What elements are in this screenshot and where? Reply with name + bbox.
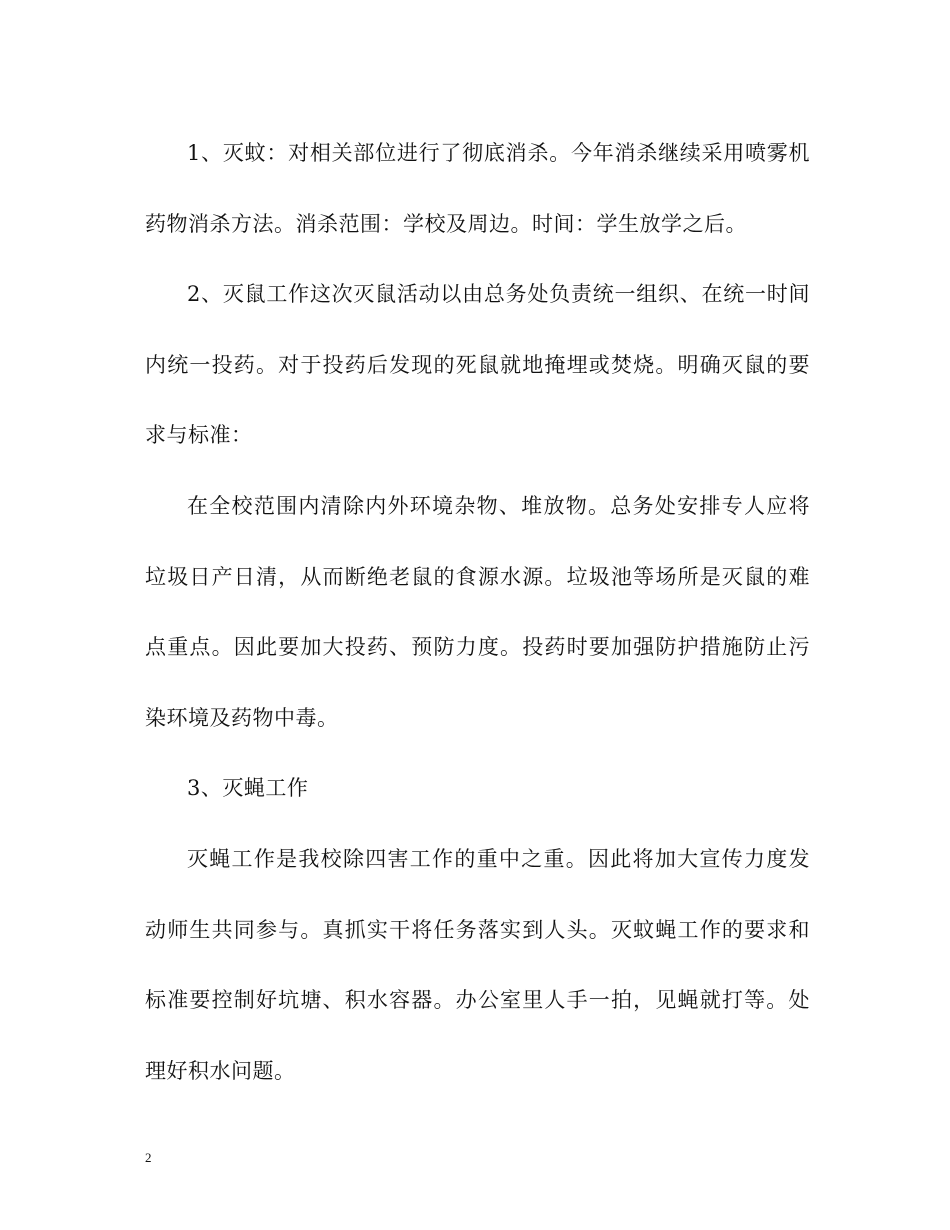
paragraph-environment-cleanup: 在全校范围内清除内外环境杂物、堆放物。总务处安排专人应将垃圾日产日清，从而断绝老鼠的食源水源。垃圾池等场所是灭鼠的难点重点。因此要加大投药、预防力度。投药时要加强防护措施防止污染环境及药物中毒。 xyxy=(145,493,810,730)
document-body xyxy=(145,118,810,1106)
paragraph-mosquito-control: 1、灭蚊：对相关部位进行了彻底消杀。今年消杀继续采用喷雾机药物消杀方法。消杀范围：学校及周边。时间：学生放学之后。 xyxy=(145,141,810,236)
paragraph-fly-control: 灭蝇工作是我校除四害工作的重中之重。因此将加大宣传力度发动师生共同参与。真抓实干将任务落实到人头。灭蚊蝇工作的要求和标准要控制好坑塘、积水容器。办公室里人手一拍，见蝇就打等。处理好积水问题。 xyxy=(145,846,810,1083)
paragraph-fly-control-heading: 3、灭蝇工作 xyxy=(187,776,309,801)
paragraph-rodent-control: 2、灭鼠工作这次灭鼠活动以由总务处负责统一组织、在统一时间内统一投药。对于投药后发现的死鼠就地掩埋或焚烧。明确灭鼠的要求与标准： xyxy=(145,282,810,448)
page-number: 2 xyxy=(145,1150,152,1165)
